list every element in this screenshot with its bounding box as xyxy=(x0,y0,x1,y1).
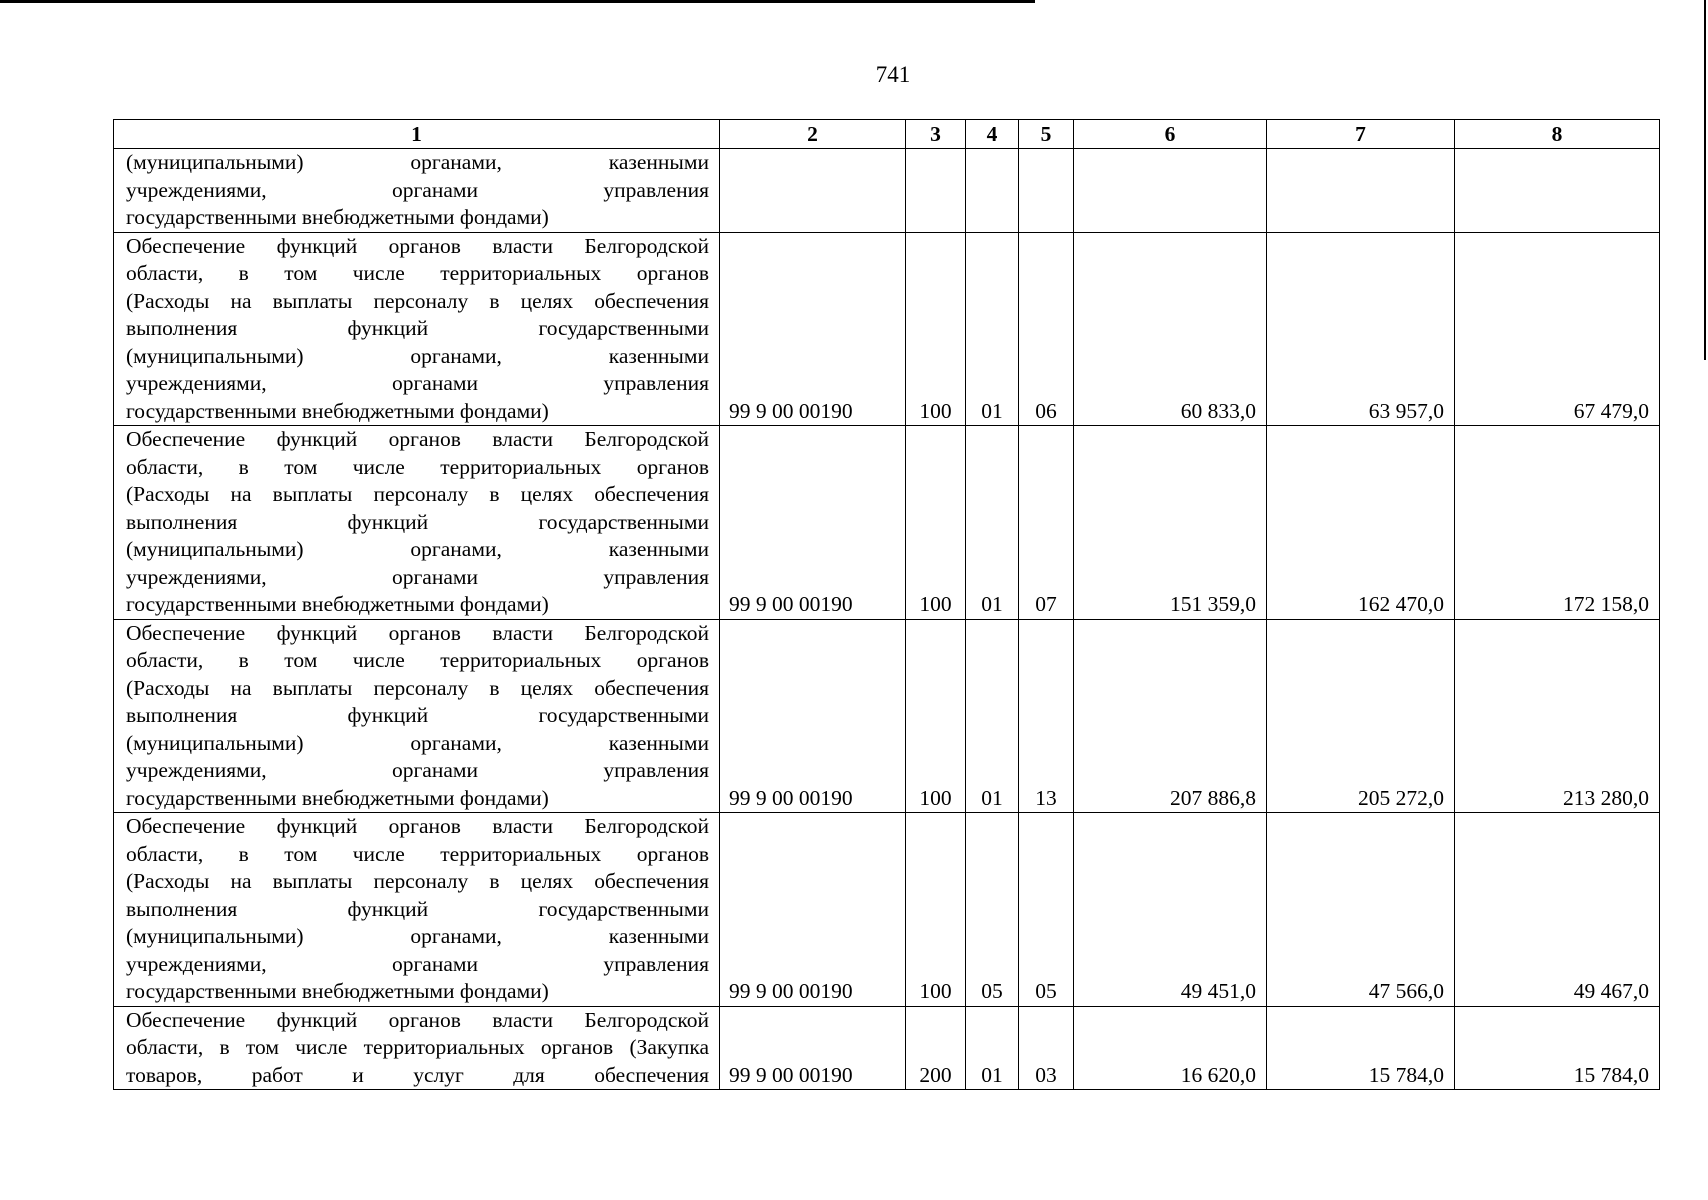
description-line: товаров, работ и услуг для обеспечения xyxy=(126,1062,709,1087)
empty-cell xyxy=(906,149,966,233)
header-col-6: 6 xyxy=(1074,120,1267,149)
budget-code-cell: 99 9 00 00190 xyxy=(720,1006,906,1090)
empty-cell xyxy=(1455,149,1660,233)
description-line: государственными внебюджетными фондами) xyxy=(126,785,549,810)
description-line: (муниципальными) органами, казенными xyxy=(126,537,709,561)
section-cell: 01 xyxy=(966,619,1019,813)
description-line: выполнения функций государственными xyxy=(126,703,709,727)
description-line: области, в том числе территориальных органов (Закупка xyxy=(126,1035,709,1059)
amount-col-8-cell: 15 784,0 xyxy=(1455,1006,1660,1090)
description-line: учреждениями, органами управления xyxy=(126,951,709,976)
description-line: области, в том числе территориальных органов xyxy=(126,841,709,866)
section-cell: 05 xyxy=(966,813,1019,1007)
amount-col-7-cell: 47 566,0 xyxy=(1267,813,1455,1007)
section-cell: 01 xyxy=(966,1006,1019,1090)
amount-col-7-cell: 205 272,0 xyxy=(1267,619,1455,813)
description-line: области, в том числе территориальных органов xyxy=(126,261,709,285)
description-line: государственными внебюджетными фондами) xyxy=(126,979,549,1003)
expense-type-cell: 100 xyxy=(906,619,966,813)
right-edge-rule xyxy=(1704,0,1706,360)
row-description xyxy=(114,813,720,1007)
description-line: (муниципальными) органами, казенными xyxy=(126,730,709,755)
subsection-cell: 03 xyxy=(1019,1006,1074,1090)
description-line: учреждениями, органами управления xyxy=(126,371,709,395)
description-line: учреждениями, органами управления xyxy=(126,758,709,782)
table-row xyxy=(114,1006,1660,1090)
header-col-2: 2 xyxy=(720,120,906,149)
description-line: области, в том числе территориальных органов xyxy=(126,648,709,672)
description-line: выполнения функций государственными xyxy=(126,509,709,534)
amount-col-7-cell: 162 470,0 xyxy=(1267,426,1455,620)
description-line: Обеспечение функций органов власти Белгородской xyxy=(126,427,709,451)
header-col-1: 1 xyxy=(114,120,720,149)
expense-type-cell: 200 xyxy=(906,1006,966,1090)
description-line: (Расходы на выплаты персоналу в целях обеспечения xyxy=(126,288,709,313)
empty-cell xyxy=(966,149,1019,233)
empty-cell xyxy=(1267,149,1455,233)
header-col-4: 4 xyxy=(966,120,1019,149)
page-number: 741 xyxy=(875,62,911,87)
header-col-8: 8 xyxy=(1455,120,1660,149)
description-line: Обеспечение функций органов власти Белгородской xyxy=(126,233,709,258)
budget-code-cell: 99 9 00 00190 xyxy=(720,813,906,1007)
amount-col-6-cell: 49 451,0 xyxy=(1074,813,1267,1007)
description-line: области, в том числе территориальных органов xyxy=(126,454,709,479)
description-line: Обеспечение функций органов власти Белгородской xyxy=(126,1007,709,1032)
description-line: государственными внебюджетными фондами) xyxy=(126,592,549,616)
description-line: государственными внебюджетными фондами) xyxy=(126,398,549,423)
header-col-3: 3 xyxy=(906,120,966,149)
table-row xyxy=(114,813,1660,1007)
empty-cell xyxy=(1074,149,1267,233)
description-line: (муниципальными) органами, казенными xyxy=(126,150,709,174)
section-cell: 01 xyxy=(966,426,1019,620)
description-line: (муниципальными) органами, казенными xyxy=(126,924,709,948)
budget-code-cell: 99 9 00 00190 xyxy=(720,426,906,620)
description-line: учреждениями, органами управления xyxy=(126,177,709,202)
amount-col-6-cell: 207 886,8 xyxy=(1074,619,1267,813)
table-body xyxy=(114,149,1660,1090)
description-line: выполнения функций государственными xyxy=(126,316,709,340)
subsection-cell: 13 xyxy=(1019,619,1074,813)
subsection-cell: 05 xyxy=(1019,813,1074,1007)
budget-table xyxy=(113,119,1660,1090)
top-rule xyxy=(0,0,1035,3)
amount-col-8-cell: 67 479,0 xyxy=(1455,232,1660,426)
amount-col-8-cell: 213 280,0 xyxy=(1455,619,1660,813)
description-line: (Расходы на выплаты персоналу в целях обеспечения xyxy=(126,869,709,893)
amount-col-6-cell: 60 833,0 xyxy=(1074,232,1267,426)
budget-code-cell: 99 9 00 00190 xyxy=(720,232,906,426)
description-line: Обеспечение функций органов власти Белгородской xyxy=(126,620,709,645)
table-row xyxy=(114,232,1660,426)
row-description xyxy=(114,426,720,620)
description-line: выполнения функций государственными xyxy=(126,896,709,921)
continuation-description xyxy=(114,149,720,233)
header-col-5: 5 xyxy=(1019,120,1074,149)
table-row xyxy=(114,619,1660,813)
amount-col-8-cell: 172 158,0 xyxy=(1455,426,1660,620)
description-line: государственными внебюджетными фондами) xyxy=(126,205,549,229)
amount-col-7-cell: 15 784,0 xyxy=(1267,1006,1455,1090)
amount-col-6-cell: 16 620,0 xyxy=(1074,1006,1267,1090)
header-col-7: 7 xyxy=(1267,120,1455,149)
table-row xyxy=(114,426,1660,620)
description-line: (Расходы на выплаты персоналу в целях обеспечения xyxy=(126,675,709,700)
header-row xyxy=(114,120,1660,149)
description-line: Обеспечение функций органов власти Белгородской xyxy=(126,814,709,838)
description-line: (Расходы на выплаты персоналу в целях обеспечения xyxy=(126,482,709,506)
subsection-cell: 06 xyxy=(1019,232,1074,426)
expense-type-cell: 100 xyxy=(906,813,966,1007)
empty-cell xyxy=(1019,149,1074,233)
amount-col-7-cell: 63 957,0 xyxy=(1267,232,1455,426)
amount-col-8-cell: 49 467,0 xyxy=(1455,813,1660,1007)
subsection-cell: 07 xyxy=(1019,426,1074,620)
row-description xyxy=(114,1006,720,1090)
row-description xyxy=(114,232,720,426)
amount-col-6-cell: 151 359,0 xyxy=(1074,426,1267,620)
empty-cell xyxy=(720,149,906,233)
page-number-wrap xyxy=(0,62,1708,88)
expense-type-cell: 100 xyxy=(906,232,966,426)
row-description xyxy=(114,619,720,813)
continuation-row xyxy=(114,149,1660,233)
budget-code-cell: 99 9 00 00190 xyxy=(720,619,906,813)
section-cell: 01 xyxy=(966,232,1019,426)
description-line: (муниципальными) органами, казенными xyxy=(126,343,709,368)
expense-type-cell: 100 xyxy=(906,426,966,620)
description-line: учреждениями, органами управления xyxy=(126,564,709,589)
